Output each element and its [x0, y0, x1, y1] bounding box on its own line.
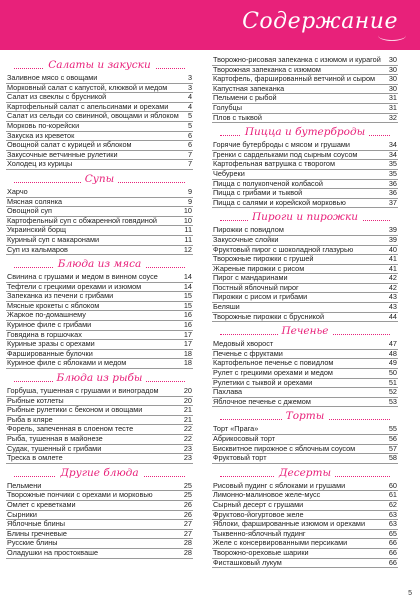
entry-page: 23	[183, 453, 192, 463]
section-heading-text: Печенье	[278, 325, 333, 337]
entry-title: Фруктовый пирог с шоколадной глазурью	[213, 244, 354, 254]
entry-title: Заливное мясо с овощами	[7, 73, 98, 82]
entry-title: Рыбные котлеты	[7, 395, 64, 405]
entry-page: 27	[183, 519, 192, 529]
entry-title: Пахлава	[213, 387, 243, 397]
entry-title: Куриный суп с макаронами	[7, 234, 100, 244]
entry-title: Куриное филе с грибами	[7, 320, 92, 330]
entry-title: Фруктовый торт	[213, 453, 267, 463]
entry-page: 7	[187, 149, 192, 159]
entry-title: Творожно-рисовая запеканка с изюмом и курагой	[213, 55, 381, 64]
entry-title: Горячие бутерброды с мясом и грушами	[213, 140, 350, 150]
entry-page: 53	[388, 396, 397, 406]
section-heading	[6, 172, 193, 188]
section-heading-text: Блюда из мяса	[54, 258, 146, 270]
entry-page: 16	[183, 310, 192, 320]
entry-title: Картофельная ватрушка с творогом	[213, 159, 335, 169]
entry-page: 44	[388, 311, 397, 321]
entry-page: 20	[183, 386, 192, 396]
entry-page: 26	[183, 509, 192, 519]
entry-title: Творожные пончики с орехами и морковью	[7, 490, 153, 500]
entry-title: Фруктово-йогуртовое желе	[213, 509, 304, 519]
entry-title: Говядина в горшочках	[7, 329, 82, 339]
entry-title: Постный яблочный пирог	[213, 282, 299, 292]
entry-page: 36	[388, 188, 397, 198]
entry-title: Треска в омлете	[7, 453, 63, 463]
entry-page: 50	[388, 368, 397, 378]
entry-page: 30	[388, 64, 397, 74]
entry-title: Жареные пирожки с рисом	[213, 263, 305, 273]
entry-title: Горбуша, тушенная с грушами и виноградом	[7, 386, 159, 396]
entry-title: Фаршированные булочки	[7, 348, 93, 358]
entry-page: 14	[183, 281, 192, 291]
toc-entry[interactable]	[212, 293, 398, 303]
entry-title: Рисовый пудинг с яблоками и грушами	[213, 480, 346, 490]
entry-page: 43	[388, 302, 397, 312]
entry-title: Творожные пирожки с брусникой	[213, 311, 325, 321]
entry-page: 34	[388, 149, 397, 159]
entry-page: 5	[187, 120, 192, 130]
entry-page: 23	[183, 443, 192, 453]
entry-title: Пирог с мандаринами	[213, 273, 288, 283]
entry-title: Желе с консервированными персиками	[213, 538, 348, 548]
entry-title: Морковь по-корейски	[7, 120, 80, 130]
entry-title: Лимонно-малиновое желе-мусс	[213, 490, 321, 500]
section-heading	[6, 371, 193, 387]
entry-page: 28	[183, 547, 192, 557]
entry-page: 3	[187, 73, 192, 82]
entry-title: Пицца с салями и корейской морковью	[213, 197, 346, 207]
section-heading	[212, 210, 398, 226]
entry-title: Творожная запеканка с изюмом	[213, 64, 321, 74]
entry-page: 25	[183, 490, 192, 500]
entry-page: 41	[388, 254, 397, 264]
entry-page: 31	[388, 93, 397, 103]
entry-page: 11	[184, 225, 192, 235]
title-flourish	[378, 30, 406, 41]
entry-page: 41	[388, 263, 397, 273]
entry-page: 12	[183, 244, 192, 254]
entry-title: Рыба в кляре	[7, 414, 53, 424]
entry-page: 42	[388, 273, 397, 283]
entry-page: 6	[187, 130, 192, 140]
header-band	[0, 0, 420, 50]
entry-page: 26	[183, 499, 192, 509]
entry-page: 4	[187, 101, 192, 111]
entry-page: 5	[187, 111, 192, 121]
section-heading	[6, 466, 193, 482]
entry-page: 48	[388, 348, 397, 358]
entry-title: Медовый хворост	[213, 339, 274, 349]
section-heading-text: Салаты и закуски	[44, 59, 154, 71]
page-number: 5	[408, 590, 412, 597]
entry-title: Картофель, фаршированный ветчиной и сыром	[213, 74, 376, 84]
toc-entry[interactable]	[6, 160, 193, 170]
entry-page: 39	[388, 225, 397, 235]
entry-title: Русские блины	[7, 538, 58, 548]
entry-page: 39	[388, 234, 397, 244]
entry-title: Печенье с фруктами	[213, 348, 283, 358]
entry-title: Судак, тушенный с грибами	[7, 443, 102, 453]
entry-title: Картофельный салат с апельсинами и орехами	[7, 101, 169, 111]
entry-page: 30	[388, 83, 397, 93]
entry-title: Творожно-ореховые шарики	[213, 547, 309, 557]
entry-title: Запеканка из печени с грибами	[7, 291, 114, 301]
entry-title: Картофельное печенье с повидлом	[213, 358, 334, 368]
entry-page: 63	[388, 509, 397, 519]
entry-title: Голубцы	[213, 102, 242, 112]
entry-title: Рулет с грецкими орехами и медом	[213, 368, 333, 378]
entry-page: 20	[183, 395, 192, 405]
entry-title: Гренки с сардельками под сырным соусом	[213, 149, 358, 159]
entry-page: 34	[388, 140, 397, 150]
toc-entry[interactable]	[212, 454, 398, 464]
entry-page: 42	[388, 282, 397, 292]
section-heading	[212, 125, 398, 141]
entry-page: 37	[388, 197, 397, 207]
entry-title: Жаркое по-домашнему	[7, 310, 86, 320]
entry-page: 62	[388, 499, 397, 509]
entry-page: 25	[183, 480, 192, 490]
entry-title: Пицца с полукопченой колбасой	[213, 178, 323, 188]
entry-title: Закусочные слойки	[213, 234, 279, 244]
entry-page: 35	[388, 168, 397, 178]
entry-title: Морковный салат с капустой, клюквой и медом	[7, 82, 168, 92]
entry-page: 35	[388, 159, 397, 169]
entry-title: Капустная запеканка	[213, 83, 285, 93]
section-heading	[212, 409, 398, 425]
section-heading	[6, 58, 193, 74]
entry-page: 30	[388, 55, 397, 64]
entry-title: Творожные пирожки с грушей	[213, 254, 314, 264]
entry-title: Украинский борщ	[7, 225, 67, 235]
entry-title: Фисташковый лукум	[213, 557, 282, 567]
entry-title: Беляши	[213, 302, 240, 312]
entry-page: 15	[183, 300, 192, 310]
entry-title: Оладушки на простокваше	[7, 547, 99, 557]
left-column	[6, 56, 193, 559]
entry-page: 58	[388, 453, 397, 463]
entry-page: 51	[388, 377, 397, 387]
entry-page: 17	[183, 339, 192, 349]
entry-page: 56	[388, 434, 397, 443]
entry-title: Яблоки, фаршированные изюмом и орехами	[213, 519, 366, 529]
entry-title: Куриное филе с яблоками и медом	[7, 358, 127, 368]
entry-page: 49	[388, 358, 397, 368]
entry-title: Омлет с креветками	[7, 499, 76, 509]
entry-page: 22	[183, 434, 192, 443]
entry-title: Рыбные рулетики с беконом и овощами	[7, 405, 143, 415]
entry-title: Пельмени	[7, 480, 42, 490]
entry-title: Пицца с грибами и тыквой	[213, 188, 303, 198]
toc-entry[interactable]	[212, 114, 398, 124]
section-heading-text: Блюда из рыбы	[53, 372, 147, 384]
entry-page: 3	[187, 82, 192, 92]
entry-page: 47	[388, 339, 397, 349]
entry-title: Сырный десерт с грушами	[213, 499, 304, 509]
entry-title: Свинина с грушами и медом в винном соусе	[7, 272, 158, 282]
entry-title: Яблочные блины	[7, 519, 65, 529]
section-heading	[212, 324, 398, 340]
entry-title: Чебуреки	[213, 168, 245, 178]
toc-entry[interactable]	[212, 398, 398, 408]
section-heading-text: Супы	[81, 173, 118, 185]
entry-title: Мясная солянка	[7, 196, 63, 206]
toc-entry[interactable]	[6, 549, 193, 559]
entry-title: Овощной салат с курицей и яблоком	[7, 140, 132, 150]
toc-entry[interactable]	[212, 559, 398, 569]
entry-title: Холодец из курицы	[7, 159, 73, 169]
entry-title: Закусочные ветчинные рулетики	[7, 149, 118, 159]
entry-title: Сырники	[7, 509, 37, 519]
entry-title: Абрикосовый торт	[213, 434, 276, 443]
section-heading-text: Десерты	[275, 467, 335, 479]
entry-title: Бисквитное пирожное с яблочным соусом	[213, 443, 356, 453]
page-title: Содержание	[242, 9, 398, 34]
entry-page: 66	[388, 547, 397, 557]
entry-page: 66	[388, 557, 397, 567]
entry-title: Суп из кальмаров	[7, 244, 68, 254]
entry-title: Форель, запеченная в слоеном тесте	[7, 424, 134, 434]
entry-title: Рулетики с тыквой и орехами	[213, 377, 313, 387]
entry-title: Тефтели с грецкими орехами и изюмом	[7, 281, 142, 291]
section-heading-text: Пицца и бутерброды	[241, 126, 369, 138]
entry-title: Харчо	[7, 186, 28, 196]
entry-page: 40	[388, 244, 397, 254]
entry-title: Яблочное печенье с джемом	[213, 396, 311, 406]
entry-title: Пирожки с рисом и грибами	[213, 292, 308, 302]
toc-entry[interactable]	[212, 313, 398, 323]
entry-title: Салат из сельди со свининой, овощами и яблоком	[7, 111, 179, 121]
entry-page: 57	[388, 443, 397, 453]
entry-page: 55	[388, 424, 397, 434]
entry-title: Мясные крокеты с яблоком	[7, 300, 100, 310]
entry-page: 22	[183, 424, 192, 434]
section-heading	[212, 466, 398, 482]
entry-page: 6	[187, 140, 192, 150]
entry-page: 32	[388, 112, 397, 122]
toc-entry[interactable]	[6, 359, 193, 369]
toc-entry[interactable]	[6, 454, 193, 464]
entry-title: Картофельный суп с обжаренной говядиной	[7, 215, 157, 225]
entry-page: 18	[183, 348, 192, 358]
entry-title: Куриные зразы с орехами	[7, 339, 95, 349]
entry-page: 16	[183, 320, 192, 330]
entry-page: 66	[388, 538, 397, 548]
entry-page: 10	[183, 206, 192, 216]
toc-entry[interactable]	[6, 246, 193, 256]
entry-page: 52	[388, 387, 397, 397]
entry-title: Салат из свеклы с брусникой	[7, 92, 107, 102]
entry-page: 21	[183, 414, 192, 424]
right-column	[212, 56, 398, 568]
entry-title: Блины гречневые	[7, 528, 67, 538]
entry-page: 7	[187, 159, 192, 169]
entry-page: 63	[388, 519, 397, 529]
entry-page: 27	[183, 528, 192, 538]
entry-title: Пельмени с рыбой	[213, 93, 277, 103]
entry-page: 11	[184, 234, 192, 244]
entry-page: 36	[388, 178, 397, 188]
entry-page: 43	[388, 292, 397, 302]
entry-page: 21	[183, 405, 192, 415]
entry-title: Рыба, тушенная в майонезе	[7, 434, 103, 443]
entry-page: 28	[183, 538, 192, 548]
entry-page: 15	[183, 291, 192, 301]
entry-title: Овощной суп	[7, 206, 52, 216]
section-heading-text: Торты	[282, 410, 329, 422]
section-heading	[6, 257, 193, 273]
entry-page: 4	[187, 92, 192, 102]
entry-page: 61	[388, 490, 397, 500]
entry-page: 10	[183, 215, 192, 225]
entry-page: 14	[183, 272, 192, 282]
entry-page: 65	[388, 528, 397, 538]
toc-entry[interactable]	[212, 199, 398, 209]
entry-page: 9	[187, 196, 192, 206]
entry-title: Пирожки с повидлом	[213, 225, 284, 235]
entry-page: 60	[388, 480, 397, 490]
entry-title: Торт «Прага»	[213, 424, 259, 434]
entry-page: 17	[183, 329, 192, 339]
entry-page: 31	[388, 102, 397, 112]
entry-page: 30	[388, 74, 397, 84]
entry-title: Плов с тыквой	[213, 112, 262, 122]
entry-title: Закуска из креветок	[7, 130, 75, 140]
entry-title: Тыквенно-яблочный пудинг	[213, 528, 306, 538]
section-heading-text: Пироги и пирожки	[248, 211, 362, 223]
entry-page: 9	[187, 186, 192, 196]
section-heading-text: Другие блюда	[56, 467, 142, 479]
entry-page: 18	[183, 358, 192, 368]
